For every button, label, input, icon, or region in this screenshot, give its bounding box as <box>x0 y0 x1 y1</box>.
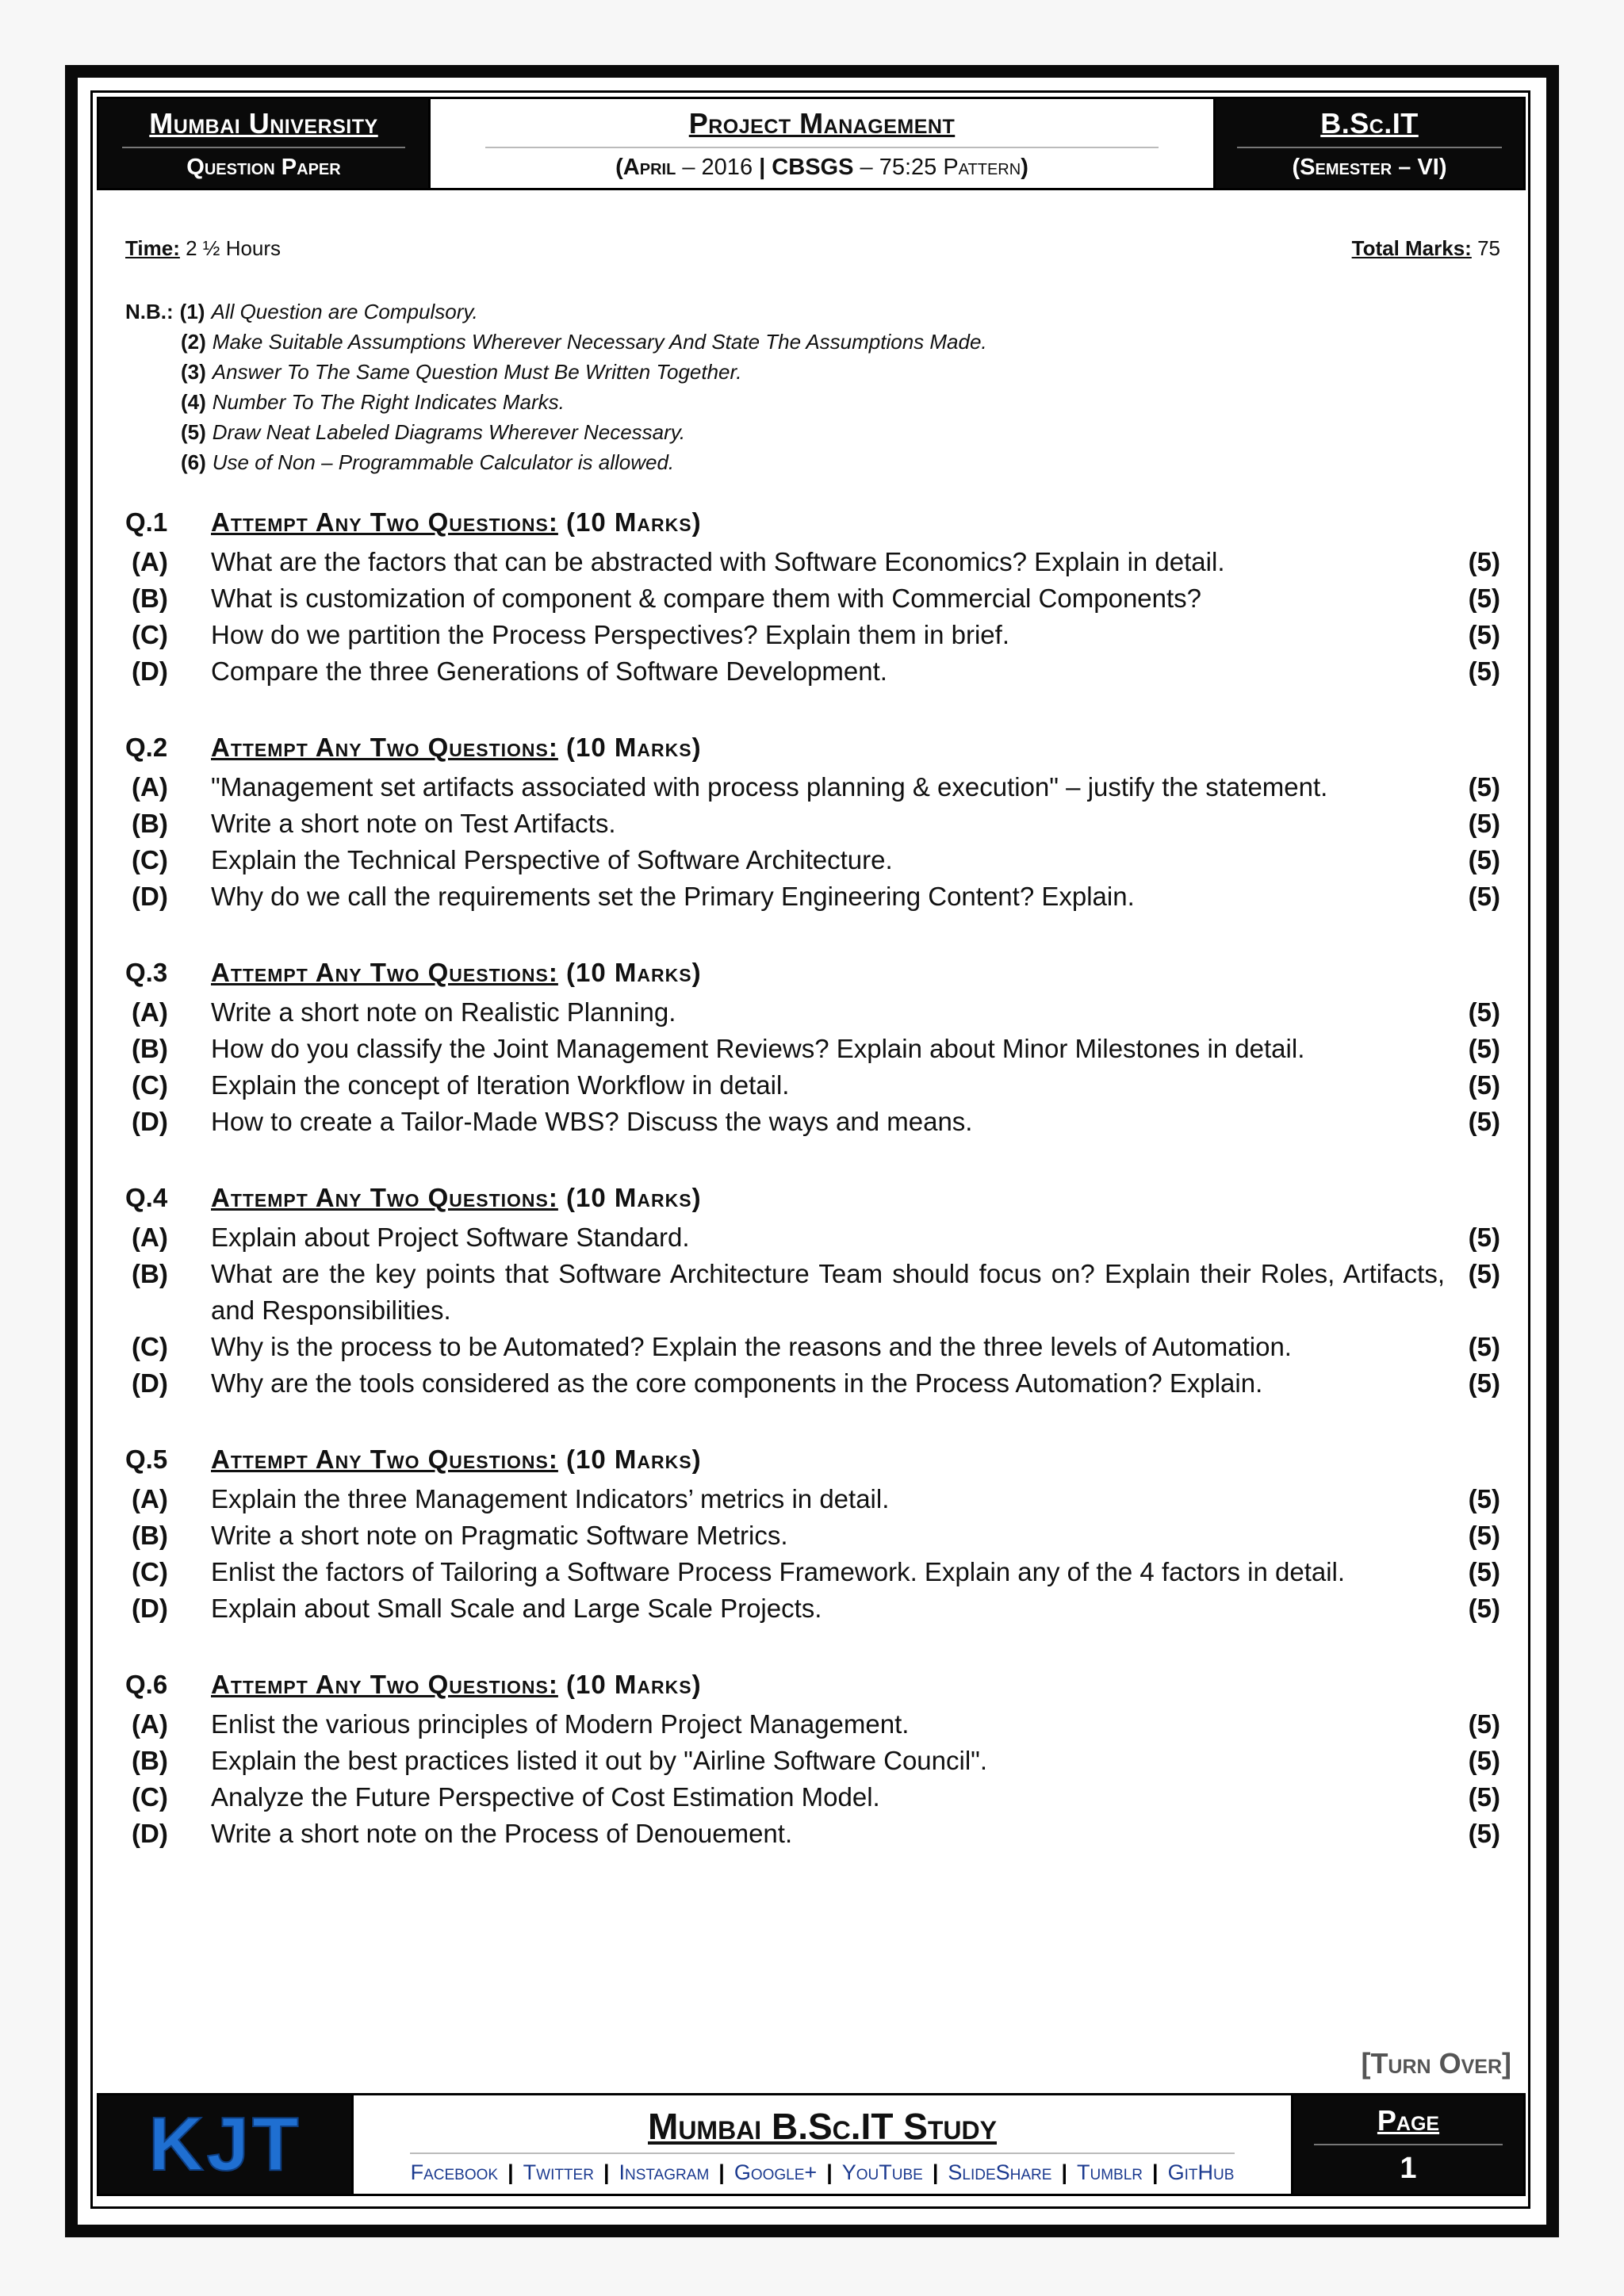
question-item: (A) Explain about Project Software Standard. (5) <box>132 1223 1500 1252</box>
question-item: (D) Why do we call the requirements set the Primary Engineering Content? Explain. (5) <box>132 882 1500 911</box>
instruction-item: (6) Use of Non – Programmable Calculator is allowed. <box>181 450 675 474</box>
question-block <box>125 1183 1500 1402</box>
question-heading <box>125 958 1500 994</box>
question-item: (D) Write a short note on the Process of Denouement. (5) <box>132 1819 1500 1848</box>
question-heading <box>125 733 1500 769</box>
question-instruction: Attempt Any Two Questions: (10 Marks) <box>211 1670 702 1699</box>
question-item: (A) "Management set artifacts associated with process planning & execution" – justify the statement. (5) <box>132 772 1500 802</box>
page-divider <box>1314 2144 1503 2145</box>
paper-type: Question Paper <box>186 154 341 180</box>
question-number: Q.4 <box>125 1183 168 1212</box>
link-googleplus[interactable]: Google+ <box>733 2160 818 2184</box>
question-item: (B) What is customization of component & compare them with Commercial Components? (5) <box>132 584 1500 613</box>
instruction-item: (5) Draw Neat Labeled Diagrams Wherever Necessary. <box>181 420 686 444</box>
kjt-logo-icon <box>114 2105 336 2184</box>
page-number-box <box>1293 2095 1523 2194</box>
question-instruction: Attempt Any Two Questions: (10 Marks) <box>211 1445 702 1474</box>
site-title: Mumbai B.Sc.IT Study <box>648 2105 997 2147</box>
exam-session: (April – 2016 | CBSGS – 75:25 Pattern) <box>615 154 1028 180</box>
question-item: (C) Enlist the factors of Tailoring a Software Process Framework. Explain any of the 4 factors in detail. (5) <box>132 1557 1500 1586</box>
question-item: (C) Why is the process to be Automated? Explain the reasons and the three levels of Automation. (5) <box>132 1332 1500 1361</box>
question-item: (A) Enlist the various principles of Modern Project Management. (5) <box>132 1709 1500 1739</box>
header-university-box <box>99 99 428 188</box>
header-divider <box>122 147 405 148</box>
turn-over-label: [Turn Over] <box>1361 2047 1511 2080</box>
link-slideshare[interactable]: SlideShare <box>948 2160 1052 2184</box>
question-item: (A) What are the factors that can be abstracted with Software Economics? Explain in detail. (5) <box>132 547 1500 576</box>
link-tumblr[interactable]: Tumblr <box>1077 2160 1143 2184</box>
link-twitter[interactable]: Twitter <box>523 2160 594 2184</box>
question-instruction: Attempt Any Two Questions: (10 Marks) <box>211 958 702 987</box>
page-footer <box>97 2093 1526 2196</box>
time-info: Time: 2 ½ Hours <box>125 236 282 260</box>
question-item: (C) How do we partition the Process Perspectives? Explain them in brief. (5) <box>132 620 1500 649</box>
instruction-item: (3) Answer To The Same Question Must Be Written Together. <box>181 360 742 384</box>
page-label: Page <box>1377 2103 1440 2137</box>
question-instruction: Attempt Any Two Questions: (10 Marks) <box>211 1183 702 1212</box>
question-item: (B) Write a short note on Pragmatic Software Metrics. (5) <box>132 1521 1500 1550</box>
paper-header <box>97 97 1526 190</box>
footer-site-box <box>351 2095 1293 2194</box>
header-divider <box>1237 147 1502 148</box>
question-item: (B) What are the key points that Software Architecture Team should focus on? Explain their Roles, Artifacts, and Responsibilities. (5) <box>132 1259 1500 1325</box>
question-item: (D) Compare the three Generations of Software Development. (5) <box>132 656 1500 686</box>
university-name: Mumbai University <box>149 106 378 140</box>
instruction-item: (4) Number To The Right Indicates Marks. <box>181 390 565 414</box>
question-item: (C) Explain the concept of Iteration Workflow in detail. (5) <box>132 1070 1500 1100</box>
question-block <box>125 1445 1500 1627</box>
social-links: Facebook | Twitter | Instagram | Google+ | YouTube | SlideShare | Tumblr | GitHub <box>410 2160 1235 2184</box>
question-number: Q.3 <box>125 958 168 987</box>
question-number: Q.6 <box>125 1670 168 1699</box>
question-item: (D) Explain about Small Scale and Large Scale Projects. (5) <box>132 1594 1500 1623</box>
question-heading <box>125 507 1500 544</box>
question-instruction: Attempt Any Two Questions: (10 Marks) <box>211 733 702 762</box>
question-item: (D) How to create a Tailor-Made WBS? Discuss the ways and means. (5) <box>132 1107 1500 1136</box>
question-block <box>125 1670 1500 1852</box>
header-divider <box>485 147 1159 148</box>
question-number: Q.2 <box>125 733 168 762</box>
question-block <box>125 733 1500 915</box>
question-heading <box>125 1670 1500 1706</box>
link-instagram[interactable]: Instagram <box>619 2160 710 2184</box>
course-name: B.Sc.IT <box>1320 106 1419 140</box>
link-youtube[interactable]: YouTube <box>841 2160 923 2184</box>
question-number: Q.1 <box>125 507 168 537</box>
question-item: (B) Explain the best practices listed it out by "Airline Software Council". (5) <box>132 1746 1500 1775</box>
question-block <box>125 507 1500 690</box>
link-facebook[interactable]: Facebook <box>410 2160 499 2184</box>
question-instruction: Attempt Any Two Questions: (10 Marks) <box>211 507 702 537</box>
header-course-box <box>1216 99 1523 188</box>
total-marks-info: Total Marks: 75 <box>1351 236 1500 260</box>
question-item: (A) Write a short note on Realistic Planning. (5) <box>132 997 1500 1027</box>
kjt-logo <box>99 2095 351 2194</box>
page-number: 1 <box>1400 2151 1417 2185</box>
question-item: (B) Write a short note on Test Artifacts. (5) <box>132 809 1500 838</box>
question-item: (B) How do you classify the Joint Management Reviews? Explain about Minor Milestones in detail. (5) <box>132 1034 1500 1063</box>
question-item: (A) Explain the three Management Indicators’ metrics in detail. (5) <box>132 1484 1500 1513</box>
svg-text:KJT: KJT <box>148 2105 302 2184</box>
question-heading <box>125 1445 1500 1481</box>
instructions <box>125 297 987 477</box>
semester: (Semester – VI) <box>1292 154 1447 180</box>
subject-title: Project Management <box>688 106 956 140</box>
instruction-item: (2) Make Suitable Assumptions Wherever Necessary And State The Assumptions Made. <box>181 330 987 354</box>
question-item: (C) Analyze the Future Perspective of Cost Estimation Model. (5) <box>132 1782 1500 1812</box>
question-heading <box>125 1183 1500 1219</box>
question-item: (C) Explain the Technical Perspective of Software Architecture. (5) <box>132 845 1500 874</box>
question-number: Q.5 <box>125 1445 168 1474</box>
exam-meta <box>125 236 1500 261</box>
footer-divider <box>410 2152 1235 2154</box>
link-github[interactable]: GitHub <box>1167 2160 1235 2184</box>
question-item: (D) Why are the tools considered as the core components in the Process Automation? Explain. (5) <box>132 1368 1500 1398</box>
header-subject-box <box>428 99 1216 188</box>
instruction-item: N.B.: (1) All Question are Compulsory. <box>125 300 478 323</box>
question-block <box>125 958 1500 1140</box>
